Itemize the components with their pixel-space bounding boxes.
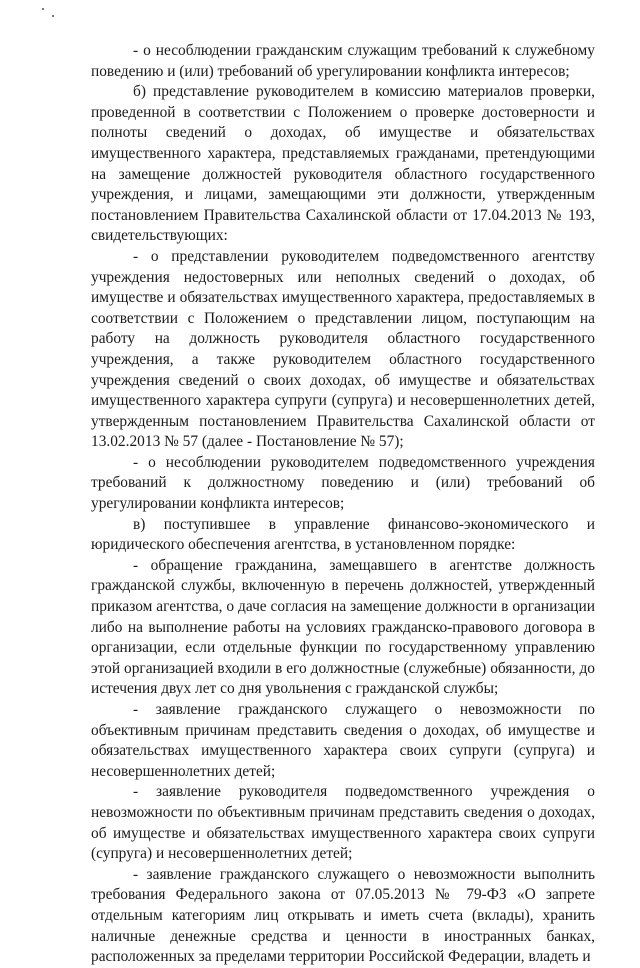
paragraph-v-received: в) поступившее в управление финансово-экономического и юридического обеспечения агентства, в установленном порядке: bbox=[91, 515, 595, 554]
paragraph-servant-statement: - заявление гражданского служащего о невозможности по объективным причинам представить сведения о доходах, об имуществе и обязательствах имущественного характера своих супруги (супруга) и несовершеннолетних детей; bbox=[91, 701, 595, 780]
paragraph-citizen-request: - обращение гражданина, замещавшего в агентстве должность гражданской службы, включенную в перечень должностей, утвержденный приказом агентства, о даче согласия на замещение должности в организации либо на выполнение работы на условиях гражданско-правового договора в организации, если отдельные функции по государственному управлению этой организацией входили в его должностные (служебные) обязанности, до истечения двух лет со дня увольнения с гражданской службы; bbox=[91, 556, 595, 698]
paragraph-conflict-of-interest: - о несоблюдении гражданским служащим требований к служебному поведению и (или) требований об урегулировании конфликта интересов; bbox=[91, 42, 595, 80]
scan-specks bbox=[30, 6, 60, 20]
paragraph-inaccurate-information: - о представлении руководителем подведомственного агентству учреждения недостоверных или неполных сведений о доходах, об имуществе и обязательствах имущественного характера, предоставляемых в соответствии с Положением о представлении лицом, поступающим на работу на должность руководителя областного государственного учреждения, а также руководителем областного государственного учреждения сведений о своих доходах, об имуществе и обязательствах имущественного характера супруги (супруга) и несовершеннолетних детей, утвержденным постановлением Правительства Сахалинской области от 13.02.2013 № 57 (далее - Постановление № 57); bbox=[91, 247, 595, 451]
document-body bbox=[91, 41, 595, 968]
paragraph-foreign-accounts: - заявление гражданского служащего о невозможности выполнить требования Федерального закона от 07.05.2013 № 79-ФЗ «О запрете отдельным категориям лиц открывать и иметь счета (вклады), хранить наличные денежные средства и ценности в иностранных банках, расположенных за пределами территории Российской Федерации, владеть и bbox=[91, 865, 595, 966]
paragraph-b-verification-materials: б) представление руководителем в комиссию материалов проверки, проведенной в соответствии с Положением о проверке достоверности и полноты сведений о доходах, об имуществе и обязательствах имущественного характера, представляемых гражданами, претендующими на замещение должностей руководителя областного государственного учреждения, и лицами, замещающими эти должности, утвержденным постановлением Правительства Сахалинской области от 17.04.2013 № 193, свидетельствующих: bbox=[91, 83, 595, 245]
paragraph-director-statement: - заявление руководителя подведомственного учреждения о невозможности по объективным причинам представить сведения о доходах, об имуществе и обязательствах имущественного характера своих супруги (супруга) и несовершеннолетних детей; bbox=[91, 783, 595, 863]
paragraph-director-noncompliance: - о несоблюдении руководителем подведомственного учреждения требований к должностному поведению и (или) требований об урегулировании конфликта интересов; bbox=[91, 453, 595, 513]
